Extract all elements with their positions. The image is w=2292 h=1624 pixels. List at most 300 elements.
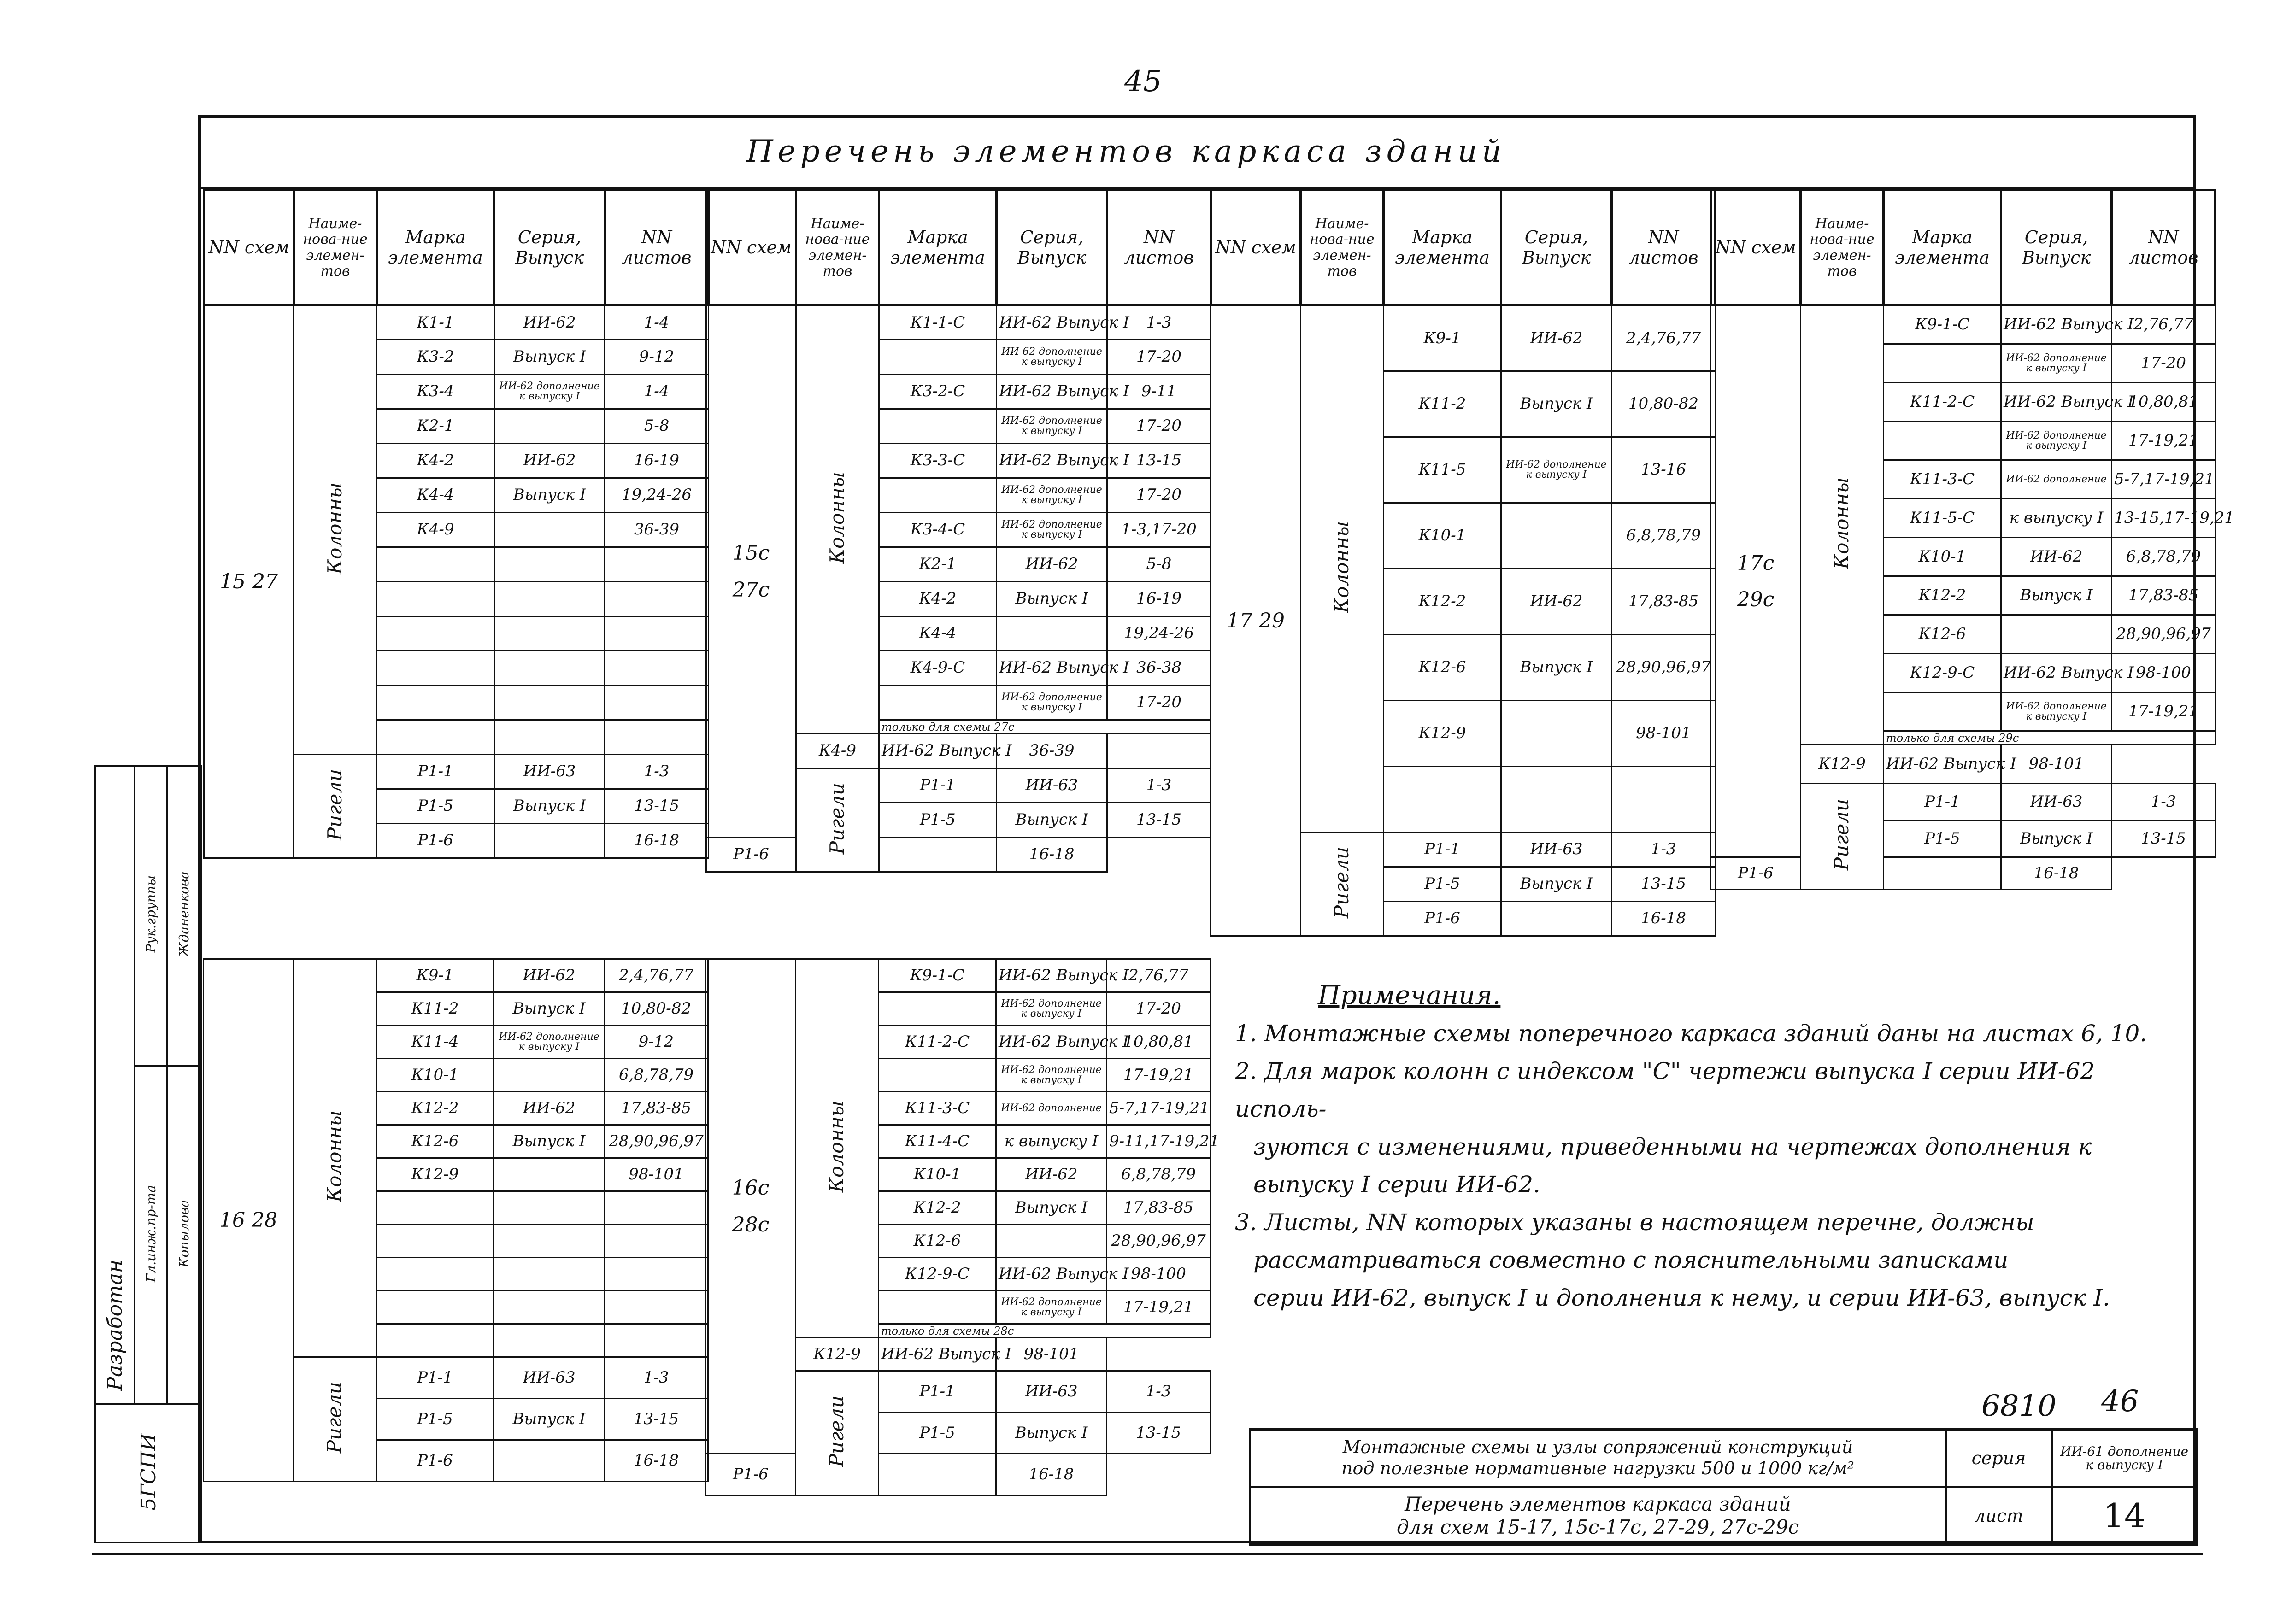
element-series [997,616,1107,651]
header-sheets: NN листов [1612,190,1716,305]
element-sheets: 17,83-85 [1107,1191,1211,1225]
group-label: Колонны [323,482,347,575]
element-group-name [1301,833,1384,936]
element-sheets: 5-7,17-19,21 [2112,460,2216,499]
title-block-desc [1250,1430,1946,1487]
element-sheets: 98-100 [1107,1258,1211,1291]
element-series: ИИ-63 [494,755,605,789]
element-sheets [605,1225,708,1258]
element-sheets: 17-19,21 [2112,422,2216,460]
group-label: Колонны [825,1100,848,1193]
element-mark: Р1-6 [706,1454,796,1495]
title-block-name [1250,1487,1946,1545]
element-group-name [294,755,377,858]
element-series [494,1291,605,1324]
element-sheets: 16-18 [997,838,1107,872]
scheme-numbers: 17 29 [1211,305,1301,936]
element-sheets [1612,767,1716,833]
element-mark: Р1-6 [377,824,494,858]
element-series: ИИ-63 [2001,784,2112,821]
element-series [996,1225,1107,1258]
element-mark: К9-1 [1384,305,1501,371]
header-name: Наиме-нова-ние элемен-тов [1301,190,1384,305]
element-series: Выпуск I [494,478,605,513]
element-sheets: 10,80-82 [1612,371,1716,437]
role-cell-b [135,1066,167,1404]
element-series [494,616,605,651]
element-sheets: 6,8,78,79 [2112,538,2216,576]
element-sheets: 1-3 [2112,784,2216,821]
element-mark: Р1-5 [1884,821,2001,857]
role-label: Рук.группы [143,875,159,953]
element-series [1501,767,1612,833]
header-mark: Марка элемента [377,190,494,305]
group-label: Колонны [826,472,849,564]
element-sheets: 16-19 [605,444,709,478]
note-line: зуются с изменениями, приведенными на чертежах дополнения к [1253,1133,2092,1160]
side-signature-stamp [94,765,202,1543]
title-block [1249,1428,2198,1546]
header-series: Серия, Выпуск [494,190,605,305]
table-row [1711,857,2216,890]
element-sheets: 13-16 [1612,437,1716,503]
element-mark: Р1-5 [376,1399,494,1440]
element-sheets: 19,24-26 [1107,616,1211,651]
element-sheets: 2,4,76,77 [605,959,708,992]
element-sheets [605,1291,708,1324]
name-line-2: для схем 15-17, 15с-17с, 27-29, 27с-29с [1396,1516,1799,1538]
element-table [203,958,709,1482]
element-mark: К10-1 [1884,538,2001,576]
table-row [204,305,709,340]
element-mark: К9-1 [376,959,494,992]
element-mark: К10-1 [879,1158,996,1191]
element-sheets: 1-4 [605,375,709,409]
element-mark: К10-1 [1384,503,1501,569]
element-mark: К4-4 [879,616,997,651]
header-schemes: NN схем [1711,190,1801,305]
element-sheets: 98-101 [2001,745,2112,784]
element-series: ИИ-62 дополнение к выпуску I [996,1059,1107,1092]
element-series [2001,615,2112,654]
header-mark: Марка элемента [1384,190,1501,305]
header-series: Серия, Выпуск [1501,190,1612,305]
element-sheets [605,1258,708,1291]
element-mark: К4-9-С [879,651,997,686]
element-series: ИИ-62 Выпуск I [997,651,1107,686]
element-mark: К12-6 [376,1125,494,1158]
element-mark: К11-3-С [879,1092,996,1125]
element-sheets: 1-3 [605,755,709,789]
element-mark: К12-6 [1384,635,1501,701]
element-mark [377,582,494,616]
table-row [706,838,1211,872]
element-sheets: 5-8 [1107,547,1211,582]
element-mark: К9-1-С [879,959,996,992]
header-name: Наиме-нова-ние элемен-тов [294,190,377,305]
header-sheets: NN листов [1107,190,1211,305]
element-mark: К1-1-С [879,305,997,340]
element-mark: К4-2 [377,444,494,478]
element-series [494,1258,605,1291]
element-sheets: 16-19 [1107,582,1211,616]
element-sheets: 17-20 [1107,992,1211,1026]
element-series: ИИ-62 дополнение к выпуску I [494,1026,605,1059]
element-group-name [294,959,376,1357]
element-sheets: 98-101 [605,1158,708,1191]
element-sheets [605,547,709,582]
element-table [203,189,710,859]
element-mark [376,1324,494,1357]
developed-text: Разработан [103,1260,127,1391]
element-series: ИИ-62 дополнение к выпуску I [997,340,1107,375]
element-mark: К9-1-С [1884,305,2001,344]
person-name: Жданенкова [176,871,192,957]
element-series: ИИ-62 дополнение к выпуску I [997,686,1107,720]
element-mark [879,1291,996,1324]
element-mark: К11-2 [1384,371,1501,437]
element-mark: К12-6 [879,1225,996,1258]
element-mark: Р1-1 [1884,784,2001,821]
element-mark: К11-4 [376,1026,494,1059]
element-mark: К12-9-С [879,1258,996,1291]
element-sheets: 17-20 [1107,478,1211,513]
element-series [494,1059,605,1092]
element-series [494,1158,605,1191]
series-value: ИИ-61 дополнение к выпуску I [2052,1430,2197,1487]
element-series: ИИ-62 [494,1092,605,1125]
element-series [494,720,605,755]
element-series: ИИ-62 [1501,305,1612,371]
table-row [706,305,1211,340]
element-mark [1884,692,2001,731]
element-mark: К12-9 [796,1338,879,1371]
element-mark [1884,344,2001,383]
element-sheets: 13-15 [1107,444,1211,478]
element-sheets: 13-15,17-19,21 [2112,499,2216,538]
role-cell-a [135,766,167,1066]
series-label: серия [1946,1430,2052,1487]
element-mark [377,651,494,686]
element-sheets: 1-3 [1612,833,1716,867]
element-sheets: 5-7,17-19,21 [1107,1092,1211,1125]
element-series: Выпуск I [494,992,605,1026]
element-mark: К3-4-С [879,513,997,547]
element-series: Выпуск I [1501,867,1612,902]
element-sheets: 17-19,21 [2112,692,2216,731]
element-mark: К11-2-С [1884,383,2001,422]
element-sheets: 6,8,78,79 [1107,1158,1211,1191]
element-mark: К12-9 [376,1158,494,1191]
sheet-title: Перечень элементов каркаса зданий [746,134,1506,169]
element-sheets: 6,8,78,79 [605,1059,708,1092]
element-mark: К11-5-С [1884,499,2001,538]
element-sheets: 10,80-82 [605,992,708,1026]
scheme-numbers: 16с 28с [706,959,796,1454]
table-row [1711,305,2216,344]
element-series: Выпуск I [494,789,605,824]
element-sheets: 17-20 [1107,686,1211,720]
element-group-name [294,1357,376,1482]
element-series: к выпуску I [996,1125,1107,1158]
element-mark [376,1225,494,1258]
element-sheets: 17-20 [2112,344,2216,383]
scheme-numbers: 16 28 [204,959,294,1482]
element-series: Выпуск I [2001,821,2112,857]
element-series: ИИ-62 Выпуск I [1884,745,2001,784]
element-mark [377,686,494,720]
only-for-scheme-note: только для схемы 29с [1884,731,2216,745]
note-line: 1. Монтажные схемы поперечного каркаса зданий даны на листах 6, 10. [1235,1020,2147,1047]
element-sheets: 9-11,17-19,21 [1107,1125,1211,1158]
element-series: ИИ-63 [997,768,1107,803]
element-mark: К12-2 [1884,576,2001,615]
element-group-name [796,1371,879,1495]
element-sheets: 5-8 [605,409,709,444]
element-sheets: 13-15 [1107,1413,1211,1454]
element-series: ИИ-62 Выпуск I [879,1338,996,1371]
element-sheets: 9-12 [605,340,709,375]
element-table [1710,189,2234,890]
element-mark [376,1291,494,1324]
element-series: ИИ-62 [996,1158,1107,1191]
element-series: ИИ-62 дополнение к выпуску I [997,478,1107,513]
element-series [1501,902,1612,936]
element-series: ИИ-62 Выпуск I [996,1258,1107,1291]
element-series: ИИ-62 Выпуск I [997,375,1107,409]
element-series [494,651,605,686]
element-sheets: 98-100 [2112,654,2216,692]
scheme-numbers: 15с 27с [706,305,796,838]
element-mark: Р1-1 [376,1357,494,1399]
element-series: ИИ-62 Выпуск I [997,444,1107,478]
stamp-sheet-top: 46 [2101,1384,2139,1419]
element-series: Выпуск I [494,1399,605,1440]
element-mark: К12-6 [1884,615,2001,654]
element-series: Выпуск I [2001,576,2112,615]
element-series: Выпуск I [996,1413,1107,1454]
element-sheets: 2,4,76,77 [1612,305,1716,371]
element-sheets: 28,90,96,97 [605,1125,708,1158]
element-series: ИИ-62 Выпуск I [997,305,1107,340]
element-sheets: 98-101 [996,1338,1107,1371]
element-series: Выпуск I [996,1191,1107,1225]
element-sheets: 13-15 [605,1399,708,1440]
group-label: Ригели [323,768,347,840]
table-row [204,959,708,992]
element-series [879,838,997,872]
element-mark [377,547,494,582]
element-mark [376,1258,494,1291]
element-mark: К4-4 [377,478,494,513]
notes [1235,977,2147,1317]
element-series [494,582,605,616]
element-series: ИИ-62 дополнение [996,1092,1107,1125]
element-mark: Р1-1 [879,768,997,803]
group-label: Ригели [1330,846,1353,918]
element-series [1501,503,1612,569]
element-mark [1884,422,2001,460]
element-mark [879,478,997,513]
element-sheets: 10,80,81 [2112,383,2216,422]
element-sheets: 9-11 [1107,375,1211,409]
element-series [494,1324,605,1357]
element-table [705,189,1212,873]
element-sheets: 19,24-26 [605,478,709,513]
element-series: ИИ-62 дополнение к выпуску I [2001,422,2112,460]
element-sheets: 16-18 [605,824,709,858]
element-sheets: 9-12 [605,1026,708,1059]
element-sheets [605,1191,708,1225]
name-line-1: Перечень элементов каркаса зданий [1405,1492,1791,1515]
element-mark [879,686,997,720]
group-label: Ригели [825,1395,848,1467]
element-sheets [605,651,709,686]
role-label: Гл.инж.пр-та [143,1184,159,1282]
header-mark: Марка элемента [879,190,997,305]
header-series: Серия, Выпуск [2001,190,2112,305]
scheme-numbers: 15 27 [204,305,294,858]
element-series [494,1191,605,1225]
element-sheets: 28,90,96,97 [2112,615,2216,654]
element-mark: Р1-5 [879,1413,996,1454]
element-series: ИИ-62 Выпуск I [996,1026,1107,1059]
element-series: к выпуску I [2001,499,2112,538]
element-series: Выпуск I [494,340,605,375]
note-line: серии ИИ-62, выпуск I и дополнения к нему, и серии ИИ-63, выпуск I. [1253,1284,2110,1311]
element-series: ИИ-63 [1501,833,1612,867]
element-series: ИИ-62 Выпуск I [2001,383,2112,422]
page-number: 45 [1124,64,1162,99]
note-line: 2. Для марок колонн с индексом "С" чертежи выпуска I серии ИИ-62 исполь- [1235,1058,2095,1122]
element-mark [879,409,997,444]
header-schemes: NN схем [706,190,796,305]
element-sheets: 13-15 [605,789,709,824]
element-group-name [796,768,879,872]
element-mark: Р1-1 [377,755,494,789]
element-group-name [1801,784,1884,890]
notes-heading: Примечания. [1318,980,1501,1010]
org-cell [95,1404,201,1542]
element-series: ИИ-62 [1501,569,1612,635]
element-mark: Р1-6 [1384,902,1501,936]
element-series: ИИ-63 [494,1357,605,1399]
element-mark [1384,767,1501,833]
element-mark: К10-1 [376,1059,494,1092]
element-sheets: 1-4 [605,305,709,340]
table-row [706,1454,1211,1495]
element-sheets: 2,76,77 [2112,305,2216,344]
element-series: ИИ-62 дополнение к выпуску I [997,409,1107,444]
element-series: ИИ-62 [494,959,605,992]
element-sheets: 1-3 [1107,305,1211,340]
element-series: Выпуск I [1501,371,1612,437]
element-sheets [605,616,709,651]
header-name: Наиме-нова-ние элемен-тов [796,190,879,305]
header-sheets: NN листов [605,190,709,305]
element-mark [377,720,494,755]
element-series [494,824,605,858]
sheet-number: 14 [2052,1487,2197,1545]
element-sheets: 17,83-85 [1612,569,1716,635]
developed-label [95,766,135,1404]
element-mark: К12-9 [1801,745,1884,784]
element-sheets [605,720,709,755]
element-sheets: 10,80,81 [1107,1026,1211,1059]
element-mark: К3-2-С [879,375,997,409]
table-row [1211,305,1716,371]
note-line: выпуску I серии ИИ-62. [1253,1171,1540,1198]
element-sheets [605,686,709,720]
element-sheets: 1-3,17-20 [1107,513,1211,547]
element-series: ИИ-62 [2001,538,2112,576]
element-mark: К2-1 [879,547,997,582]
element-sheets: 17-19,21 [1107,1291,1211,1324]
header-series: Серия, Выпуск [997,190,1107,305]
element-sheets: 36-39 [997,734,1107,768]
header-schemes: NN схем [204,190,294,305]
group-label: Ригели [323,1382,346,1454]
element-sheets: 17-19,21 [1107,1059,1211,1092]
element-mark: Р1-5 [879,803,997,838]
scheme-numbers: 17с 29с [1711,305,1801,857]
element-mark: К12-2 [879,1191,996,1225]
element-sheets: 1-3 [1107,1371,1211,1413]
element-sheets: 17,83-85 [605,1092,708,1125]
element-sheets: 1-3 [1107,768,1211,803]
element-series: ИИ-63 [996,1371,1107,1413]
group-label: Ригели [826,782,849,854]
element-mark: К3-2 [377,340,494,375]
element-sheets: 28,90,96,97 [1107,1225,1211,1258]
group-label: Ригели [1830,799,1853,871]
element-sheets: 98-101 [1612,701,1716,767]
element-series: ИИ-62 Выпуск I [2001,654,2112,692]
group-label: Колонны [323,1110,346,1202]
element-sheets: 16-18 [1612,902,1716,936]
element-series: ИИ-62 [494,305,605,340]
element-mark: Р1-6 [1711,857,1801,890]
element-sheets: 6,8,78,79 [1612,503,1716,569]
note-line: рассматриваться совместно с пояснительными записками [1253,1247,2009,1273]
group-label: Колонны [1830,477,1853,569]
element-mark: К2-1 [377,409,494,444]
element-series [494,1440,605,1482]
header-sheets: NN листов [2112,190,2216,305]
sheet-label: лист [1946,1487,2052,1545]
element-group-name [796,305,879,734]
element-mark: Р1-6 [706,838,796,872]
element-sheets: 13-15 [1107,803,1211,838]
element-series: ИИ-62 Выпуск I [2001,305,2112,344]
header-mark: Марка элемента [1884,190,2001,305]
group-label: Колонны [1330,521,1353,613]
element-mark: К3-4 [377,375,494,409]
desc-line-2: под полезные нормативные нагрузки 500 и 1000 кг/м² [1341,1458,1854,1478]
element-mark: К12-2 [376,1092,494,1125]
element-series [1501,701,1612,767]
element-mark [377,616,494,651]
element-sheets: 1-3 [605,1357,708,1399]
element-mark: К11-4-С [879,1125,996,1158]
element-series [494,686,605,720]
element-series: ИИ-62 дополнение к выпуску I [997,513,1107,547]
element-mark: К3-3-С [879,444,997,478]
element-series [879,1454,996,1495]
element-series: ИИ-62 Выпуск I [879,734,997,768]
person-name: Копылова [176,1199,192,1267]
element-sheets: 36-39 [605,513,709,547]
